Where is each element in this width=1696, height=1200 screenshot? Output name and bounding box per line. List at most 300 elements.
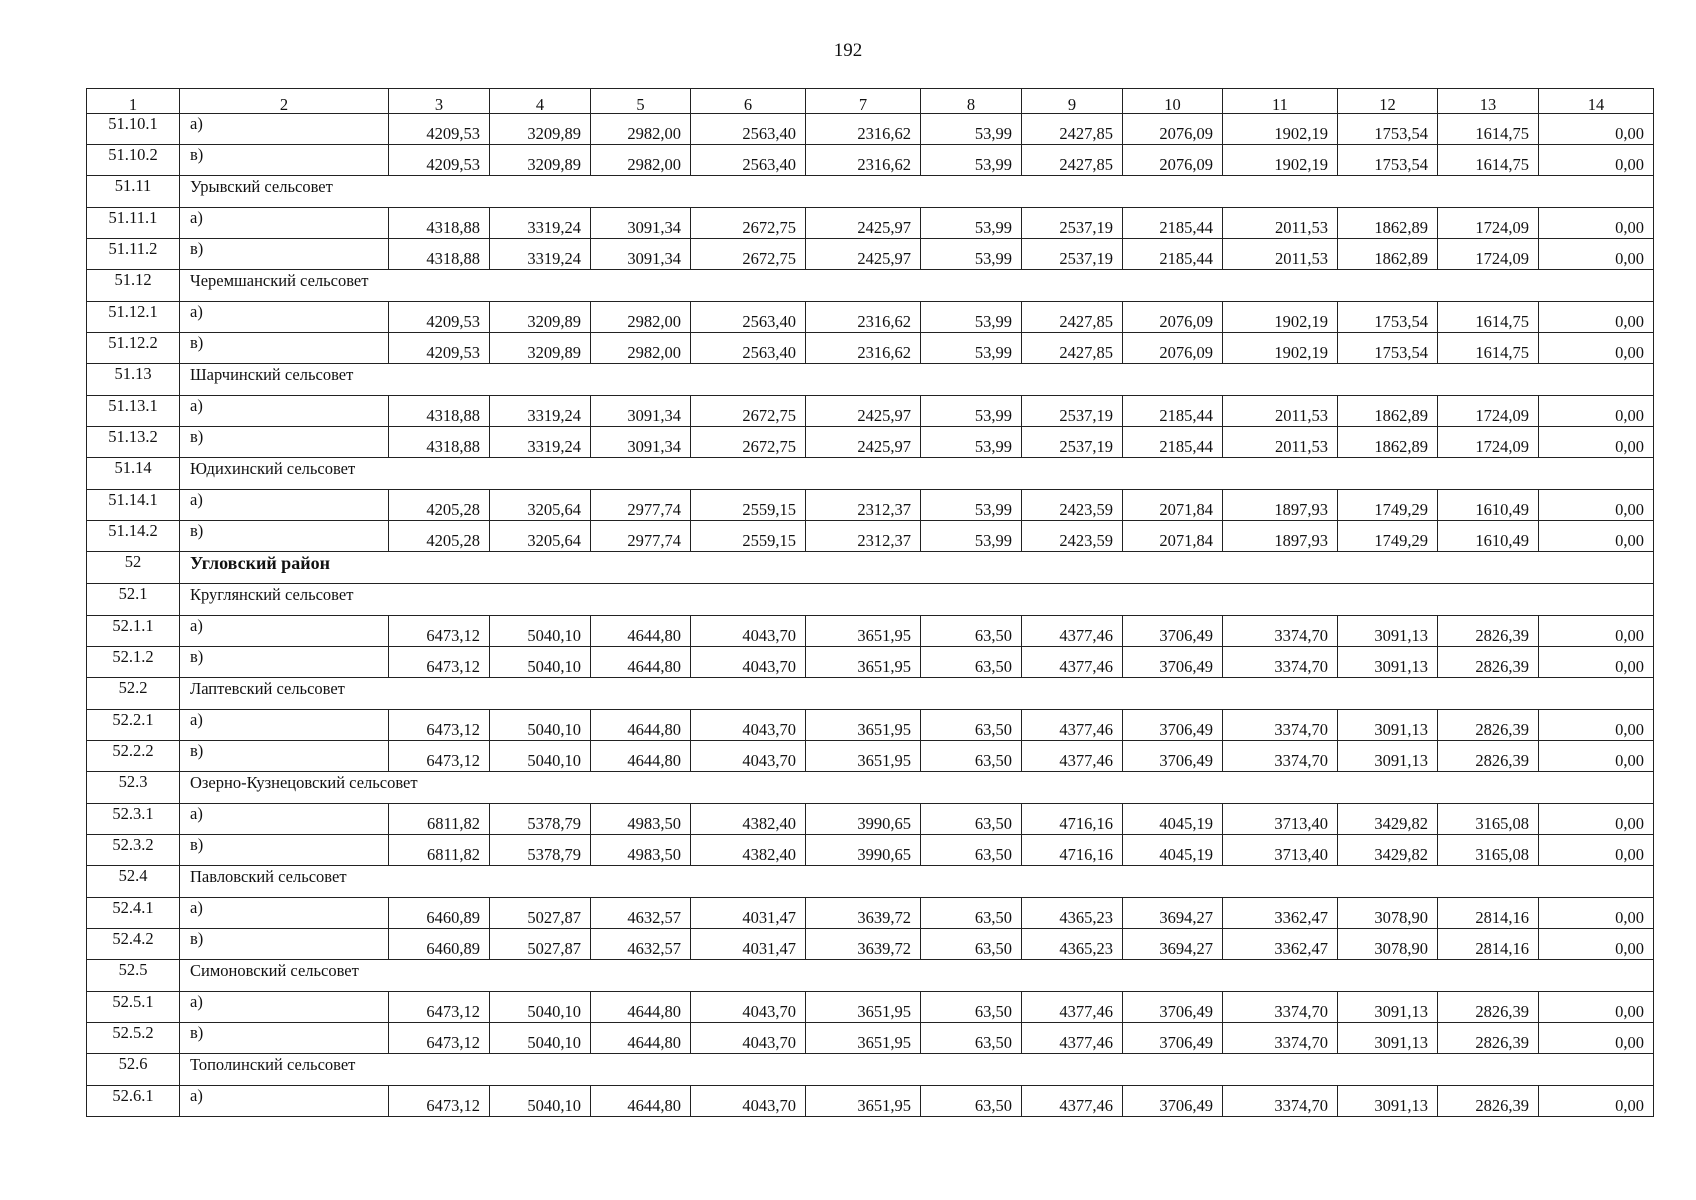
value-cell: 1724,09 bbox=[1438, 427, 1539, 458]
section-title: Павловский сельсовет bbox=[180, 866, 1654, 898]
value-cell: 5040,10 bbox=[490, 710, 591, 741]
value-cell: 3091,34 bbox=[591, 239, 691, 270]
value-cell: 2814,16 bbox=[1438, 898, 1539, 929]
row-code: 51.10.1 bbox=[87, 114, 180, 145]
value-cell: 4318,88 bbox=[389, 239, 490, 270]
value-cell: 5040,10 bbox=[490, 1023, 591, 1054]
row-subitem: а) bbox=[180, 992, 389, 1023]
section-title: Тополинский сельсовет bbox=[180, 1054, 1654, 1086]
value-cell: 2814,16 bbox=[1438, 929, 1539, 960]
value-cell: 6473,12 bbox=[389, 992, 490, 1023]
value-cell: 4365,23 bbox=[1022, 929, 1123, 960]
value-cell: 2316,62 bbox=[806, 333, 921, 364]
value-cell: 3706,49 bbox=[1123, 1023, 1223, 1054]
value-cell: 1897,93 bbox=[1223, 490, 1338, 521]
row-subitem: в) bbox=[180, 647, 389, 678]
value-cell: 4632,57 bbox=[591, 929, 691, 960]
value-cell: 2826,39 bbox=[1438, 616, 1539, 647]
value-cell: 2537,19 bbox=[1022, 239, 1123, 270]
value-cell: 3205,64 bbox=[490, 490, 591, 521]
row-code: 52.3.2 bbox=[87, 835, 180, 866]
row-subitem: а) bbox=[180, 208, 389, 239]
row-code: 51.11 bbox=[87, 176, 180, 208]
value-cell: 3706,49 bbox=[1123, 616, 1223, 647]
value-cell: 3429,82 bbox=[1338, 804, 1438, 835]
table-row bbox=[87, 490, 1654, 521]
value-cell: 3091,34 bbox=[591, 427, 691, 458]
value-cell: 53,99 bbox=[921, 145, 1022, 176]
column-header: 2 bbox=[180, 89, 389, 114]
value-cell: 4644,80 bbox=[591, 1023, 691, 1054]
value-cell: 3319,24 bbox=[490, 396, 591, 427]
table-row bbox=[87, 647, 1654, 678]
row-code: 51.12.1 bbox=[87, 302, 180, 333]
value-cell: 3651,95 bbox=[806, 992, 921, 1023]
value-cell: 5040,10 bbox=[490, 616, 591, 647]
value-cell: 2427,85 bbox=[1022, 145, 1123, 176]
value-cell: 53,99 bbox=[921, 333, 1022, 364]
column-header: 1 bbox=[87, 89, 180, 114]
section-row bbox=[87, 176, 1654, 208]
value-cell: 4318,88 bbox=[389, 427, 490, 458]
row-code: 52.4 bbox=[87, 866, 180, 898]
row-code: 51.14.1 bbox=[87, 490, 180, 521]
row-subitem: в) bbox=[180, 929, 389, 960]
value-cell: 4045,19 bbox=[1123, 835, 1223, 866]
value-cell: 0,00 bbox=[1539, 239, 1654, 270]
value-cell: 3651,95 bbox=[806, 741, 921, 772]
section-row bbox=[87, 772, 1654, 804]
row-code: 52.2 bbox=[87, 678, 180, 710]
value-cell: 2826,39 bbox=[1438, 741, 1539, 772]
value-cell: 1897,93 bbox=[1223, 521, 1338, 552]
table-row bbox=[87, 804, 1654, 835]
row-subitem: а) bbox=[180, 114, 389, 145]
value-cell: 0,00 bbox=[1539, 427, 1654, 458]
value-cell: 3091,34 bbox=[591, 208, 691, 239]
value-cell: 1749,29 bbox=[1338, 521, 1438, 552]
section-title: Урывский сельсовет bbox=[180, 176, 1654, 208]
row-code: 52.1.1 bbox=[87, 616, 180, 647]
value-cell: 3651,95 bbox=[806, 647, 921, 678]
column-header: 7 bbox=[806, 89, 921, 114]
value-cell: 6473,12 bbox=[389, 647, 490, 678]
value-cell: 1862,89 bbox=[1338, 239, 1438, 270]
value-cell: 4209,53 bbox=[389, 114, 490, 145]
value-cell: 3706,49 bbox=[1123, 992, 1223, 1023]
value-cell: 4632,57 bbox=[591, 898, 691, 929]
row-subitem: в) bbox=[180, 239, 389, 270]
value-cell: 5040,10 bbox=[490, 647, 591, 678]
value-cell: 2316,62 bbox=[806, 114, 921, 145]
value-cell: 1902,19 bbox=[1223, 145, 1338, 176]
value-cell: 3713,40 bbox=[1223, 804, 1338, 835]
row-code: 51.12.2 bbox=[87, 333, 180, 364]
value-cell: 2316,62 bbox=[806, 302, 921, 333]
table-row bbox=[87, 145, 1654, 176]
row-code: 51.10.2 bbox=[87, 145, 180, 176]
value-cell: 2672,75 bbox=[691, 208, 806, 239]
value-cell: 2559,15 bbox=[691, 490, 806, 521]
value-cell: 4382,40 bbox=[691, 804, 806, 835]
value-cell: 53,99 bbox=[921, 427, 1022, 458]
row-subitem: в) bbox=[180, 333, 389, 364]
value-cell: 5027,87 bbox=[490, 929, 591, 960]
value-cell: 3319,24 bbox=[490, 208, 591, 239]
value-cell: 2185,44 bbox=[1123, 427, 1223, 458]
value-cell: 6473,12 bbox=[389, 710, 490, 741]
value-cell: 3362,47 bbox=[1223, 929, 1338, 960]
value-cell: 3091,13 bbox=[1338, 741, 1438, 772]
value-cell: 3694,27 bbox=[1123, 929, 1223, 960]
value-cell: 2982,00 bbox=[591, 145, 691, 176]
value-cell: 3091,13 bbox=[1338, 710, 1438, 741]
row-subitem: а) bbox=[180, 710, 389, 741]
column-header: 12 bbox=[1338, 89, 1438, 114]
value-cell: 3209,89 bbox=[490, 302, 591, 333]
value-cell: 4644,80 bbox=[591, 1086, 691, 1117]
value-cell: 0,00 bbox=[1539, 929, 1654, 960]
value-cell: 0,00 bbox=[1539, 898, 1654, 929]
value-cell: 1724,09 bbox=[1438, 396, 1539, 427]
section-title: Круглянский сельсовет bbox=[180, 584, 1654, 616]
value-cell: 3091,13 bbox=[1338, 992, 1438, 1023]
value-cell: 4377,46 bbox=[1022, 647, 1123, 678]
value-cell: 1862,89 bbox=[1338, 396, 1438, 427]
section-title: Черемшанский сельсовет bbox=[180, 270, 1654, 302]
value-cell: 2076,09 bbox=[1123, 302, 1223, 333]
row-code: 51.13 bbox=[87, 364, 180, 396]
value-cell: 6811,82 bbox=[389, 804, 490, 835]
value-cell: 3706,49 bbox=[1123, 647, 1223, 678]
value-cell: 1614,75 bbox=[1438, 114, 1539, 145]
value-cell: 5040,10 bbox=[490, 741, 591, 772]
row-subitem: а) bbox=[180, 898, 389, 929]
value-cell: 4377,46 bbox=[1022, 1023, 1123, 1054]
value-cell: 0,00 bbox=[1539, 114, 1654, 145]
value-cell: 2982,00 bbox=[591, 333, 691, 364]
value-cell: 2425,97 bbox=[806, 239, 921, 270]
row-code: 52.5.1 bbox=[87, 992, 180, 1023]
value-cell: 1610,49 bbox=[1438, 490, 1539, 521]
value-cell: 2423,59 bbox=[1022, 521, 1123, 552]
value-cell: 3374,70 bbox=[1223, 741, 1338, 772]
value-cell: 4983,50 bbox=[591, 835, 691, 866]
value-cell: 3713,40 bbox=[1223, 835, 1338, 866]
value-cell: 3091,13 bbox=[1338, 1086, 1438, 1117]
value-cell: 4318,88 bbox=[389, 208, 490, 239]
value-cell: 1753,54 bbox=[1338, 114, 1438, 145]
row-subitem: в) bbox=[180, 835, 389, 866]
page-number: 192 bbox=[833, 40, 863, 61]
value-cell: 4209,53 bbox=[389, 302, 490, 333]
value-cell: 4043,70 bbox=[691, 992, 806, 1023]
value-cell: 4644,80 bbox=[591, 710, 691, 741]
value-cell: 2312,37 bbox=[806, 490, 921, 521]
value-cell: 2563,40 bbox=[691, 114, 806, 145]
value-cell: 2427,85 bbox=[1022, 333, 1123, 364]
value-cell: 4043,70 bbox=[691, 1086, 806, 1117]
value-cell: 1753,54 bbox=[1338, 145, 1438, 176]
value-cell: 2826,39 bbox=[1438, 1023, 1539, 1054]
value-cell: 3374,70 bbox=[1223, 616, 1338, 647]
section-row bbox=[87, 458, 1654, 490]
value-cell: 2826,39 bbox=[1438, 992, 1539, 1023]
table-row bbox=[87, 302, 1654, 333]
value-cell: 0,00 bbox=[1539, 741, 1654, 772]
value-cell: 4644,80 bbox=[591, 616, 691, 647]
value-cell: 63,50 bbox=[921, 616, 1022, 647]
column-header: 3 bbox=[389, 89, 490, 114]
section-title: Лаптевский сельсовет bbox=[180, 678, 1654, 710]
value-cell: 1902,19 bbox=[1223, 114, 1338, 145]
table-body bbox=[87, 114, 1654, 1117]
value-cell: 0,00 bbox=[1539, 992, 1654, 1023]
value-cell: 5378,79 bbox=[490, 835, 591, 866]
value-cell: 53,99 bbox=[921, 521, 1022, 552]
row-subitem: в) bbox=[180, 741, 389, 772]
value-cell: 2672,75 bbox=[691, 396, 806, 427]
row-code: 51.14.2 bbox=[87, 521, 180, 552]
row-code: 52.6 bbox=[87, 1054, 180, 1086]
value-cell: 0,00 bbox=[1539, 1086, 1654, 1117]
value-cell: 2185,44 bbox=[1123, 239, 1223, 270]
value-cell: 3374,70 bbox=[1223, 1023, 1338, 1054]
value-cell: 3362,47 bbox=[1223, 898, 1338, 929]
value-cell: 1753,54 bbox=[1338, 333, 1438, 364]
row-code: 52.4.2 bbox=[87, 929, 180, 960]
table-row bbox=[87, 208, 1654, 239]
value-cell: 6473,12 bbox=[389, 741, 490, 772]
value-cell: 1724,09 bbox=[1438, 239, 1539, 270]
column-number-row bbox=[87, 89, 1654, 114]
value-cell: 0,00 bbox=[1539, 835, 1654, 866]
value-cell: 4644,80 bbox=[591, 647, 691, 678]
value-cell: 4377,46 bbox=[1022, 710, 1123, 741]
column-header: 10 bbox=[1123, 89, 1223, 114]
value-cell: 0,00 bbox=[1539, 616, 1654, 647]
value-cell: 1614,75 bbox=[1438, 333, 1539, 364]
district-title: Угловский район bbox=[180, 552, 1654, 584]
value-cell: 3651,95 bbox=[806, 1023, 921, 1054]
value-cell: 0,00 bbox=[1539, 647, 1654, 678]
value-cell: 1862,89 bbox=[1338, 427, 1438, 458]
value-cell: 63,50 bbox=[921, 710, 1022, 741]
value-cell: 2559,15 bbox=[691, 521, 806, 552]
value-cell: 2826,39 bbox=[1438, 710, 1539, 741]
value-cell: 0,00 bbox=[1539, 804, 1654, 835]
value-cell: 3990,65 bbox=[806, 804, 921, 835]
row-subitem: в) bbox=[180, 521, 389, 552]
row-subitem: в) bbox=[180, 145, 389, 176]
value-cell: 4045,19 bbox=[1123, 804, 1223, 835]
row-subitem: а) bbox=[180, 396, 389, 427]
value-cell: 3091,34 bbox=[591, 396, 691, 427]
value-cell: 1614,75 bbox=[1438, 145, 1539, 176]
column-header: 14 bbox=[1539, 89, 1654, 114]
row-code: 52.2.2 bbox=[87, 741, 180, 772]
district-row bbox=[87, 552, 1654, 584]
table-row bbox=[87, 741, 1654, 772]
value-cell: 4716,16 bbox=[1022, 804, 1123, 835]
value-cell: 2425,97 bbox=[806, 396, 921, 427]
row-code: 52.5 bbox=[87, 960, 180, 992]
value-cell: 2537,19 bbox=[1022, 208, 1123, 239]
value-cell: 2076,09 bbox=[1123, 114, 1223, 145]
value-cell: 4377,46 bbox=[1022, 1086, 1123, 1117]
row-code: 52.6.1 bbox=[87, 1086, 180, 1117]
value-cell: 2011,53 bbox=[1223, 427, 1338, 458]
section-title: Шарчинский сельсовет bbox=[180, 364, 1654, 396]
value-cell: 4209,53 bbox=[389, 333, 490, 364]
column-header: 9 bbox=[1022, 89, 1123, 114]
row-code: 52.3.1 bbox=[87, 804, 180, 835]
table-row bbox=[87, 396, 1654, 427]
value-cell: 4318,88 bbox=[389, 396, 490, 427]
value-cell: 2826,39 bbox=[1438, 647, 1539, 678]
value-cell: 3091,13 bbox=[1338, 647, 1438, 678]
row-code: 52.1.2 bbox=[87, 647, 180, 678]
value-cell: 5027,87 bbox=[490, 898, 591, 929]
section-row bbox=[87, 584, 1654, 616]
value-cell: 3639,72 bbox=[806, 929, 921, 960]
value-cell: 1902,19 bbox=[1223, 333, 1338, 364]
value-cell: 63,50 bbox=[921, 741, 1022, 772]
value-cell: 2672,75 bbox=[691, 427, 806, 458]
value-cell: 6473,12 bbox=[389, 616, 490, 647]
value-cell: 4043,70 bbox=[691, 1023, 806, 1054]
value-cell: 53,99 bbox=[921, 396, 1022, 427]
value-cell: 0,00 bbox=[1539, 145, 1654, 176]
value-cell: 0,00 bbox=[1539, 208, 1654, 239]
value-cell: 5040,10 bbox=[490, 1086, 591, 1117]
value-cell: 3429,82 bbox=[1338, 835, 1438, 866]
value-cell: 63,50 bbox=[921, 898, 1022, 929]
row-code: 51.13.2 bbox=[87, 427, 180, 458]
value-cell: 0,00 bbox=[1539, 302, 1654, 333]
value-cell: 1753,54 bbox=[1338, 302, 1438, 333]
table-row bbox=[87, 992, 1654, 1023]
value-cell: 0,00 bbox=[1539, 1023, 1654, 1054]
value-cell: 4209,53 bbox=[389, 145, 490, 176]
column-header: 13 bbox=[1438, 89, 1539, 114]
value-cell: 2425,97 bbox=[806, 427, 921, 458]
value-cell: 1862,89 bbox=[1338, 208, 1438, 239]
value-cell: 1749,29 bbox=[1338, 490, 1438, 521]
table-row bbox=[87, 1086, 1654, 1117]
value-cell: 63,50 bbox=[921, 1086, 1022, 1117]
section-title: Юдихинский сельсовет bbox=[180, 458, 1654, 490]
value-cell: 3209,89 bbox=[490, 333, 591, 364]
value-cell: 3706,49 bbox=[1123, 710, 1223, 741]
value-cell: 2977,74 bbox=[591, 490, 691, 521]
value-cell: 63,50 bbox=[921, 1023, 1022, 1054]
value-cell: 4043,70 bbox=[691, 741, 806, 772]
row-subitem: а) bbox=[180, 804, 389, 835]
row-subitem: а) bbox=[180, 302, 389, 333]
value-cell: 3706,49 bbox=[1123, 1086, 1223, 1117]
row-code: 52.5.2 bbox=[87, 1023, 180, 1054]
column-header: 4 bbox=[490, 89, 591, 114]
value-cell: 4043,70 bbox=[691, 616, 806, 647]
value-cell: 3694,27 bbox=[1123, 898, 1223, 929]
value-cell: 5040,10 bbox=[490, 992, 591, 1023]
row-subitem: в) bbox=[180, 1023, 389, 1054]
column-header: 5 bbox=[591, 89, 691, 114]
section-row bbox=[87, 678, 1654, 710]
value-cell: 0,00 bbox=[1539, 710, 1654, 741]
value-cell: 63,50 bbox=[921, 992, 1022, 1023]
section-row bbox=[87, 1054, 1654, 1086]
row-subitem: а) bbox=[180, 1086, 389, 1117]
value-cell: 6460,89 bbox=[389, 929, 490, 960]
section-row bbox=[87, 960, 1654, 992]
value-cell: 4644,80 bbox=[591, 741, 691, 772]
table-row bbox=[87, 898, 1654, 929]
section-title: Озерно-Кузнецовский сельсовет bbox=[180, 772, 1654, 804]
table-row bbox=[87, 114, 1654, 145]
value-cell: 4031,47 bbox=[691, 929, 806, 960]
row-code: 51.14 bbox=[87, 458, 180, 490]
value-cell: 2563,40 bbox=[691, 302, 806, 333]
value-cell: 4377,46 bbox=[1022, 616, 1123, 647]
section-title: Симоновский сельсовет bbox=[180, 960, 1654, 992]
value-cell: 2826,39 bbox=[1438, 1086, 1539, 1117]
value-cell: 3374,70 bbox=[1223, 710, 1338, 741]
value-cell: 2982,00 bbox=[591, 114, 691, 145]
table-row bbox=[87, 835, 1654, 866]
value-cell: 2076,09 bbox=[1123, 333, 1223, 364]
row-subitem: а) bbox=[180, 490, 389, 521]
value-cell: 2011,53 bbox=[1223, 239, 1338, 270]
value-cell: 3706,49 bbox=[1123, 741, 1223, 772]
row-code: 51.11.2 bbox=[87, 239, 180, 270]
row-code: 51.12 bbox=[87, 270, 180, 302]
column-header: 11 bbox=[1223, 89, 1338, 114]
value-cell: 3209,89 bbox=[490, 145, 591, 176]
value-cell: 2563,40 bbox=[691, 333, 806, 364]
table-row bbox=[87, 710, 1654, 741]
value-cell: 4365,23 bbox=[1022, 898, 1123, 929]
value-cell: 2312,37 bbox=[806, 521, 921, 552]
value-cell: 3165,08 bbox=[1438, 835, 1539, 866]
value-cell: 3078,90 bbox=[1338, 898, 1438, 929]
value-cell: 4043,70 bbox=[691, 710, 806, 741]
row-subitem: в) bbox=[180, 427, 389, 458]
row-subitem: а) bbox=[180, 616, 389, 647]
value-cell: 6811,82 bbox=[389, 835, 490, 866]
table-row bbox=[87, 616, 1654, 647]
value-cell: 4043,70 bbox=[691, 647, 806, 678]
section-row bbox=[87, 364, 1654, 396]
value-cell: 3990,65 bbox=[806, 835, 921, 866]
value-cell: 2316,62 bbox=[806, 145, 921, 176]
value-cell: 4983,50 bbox=[591, 804, 691, 835]
value-cell: 3165,08 bbox=[1438, 804, 1539, 835]
value-cell: 2425,97 bbox=[806, 208, 921, 239]
value-cell: 1614,75 bbox=[1438, 302, 1539, 333]
value-cell: 53,99 bbox=[921, 490, 1022, 521]
value-cell: 2011,53 bbox=[1223, 208, 1338, 239]
table-row bbox=[87, 333, 1654, 364]
value-cell: 2071,84 bbox=[1123, 521, 1223, 552]
value-cell: 3651,95 bbox=[806, 616, 921, 647]
value-cell: 3639,72 bbox=[806, 898, 921, 929]
value-cell: 63,50 bbox=[921, 804, 1022, 835]
row-code: 52.3 bbox=[87, 772, 180, 804]
value-cell: 4205,28 bbox=[389, 521, 490, 552]
value-cell: 4377,46 bbox=[1022, 992, 1123, 1023]
